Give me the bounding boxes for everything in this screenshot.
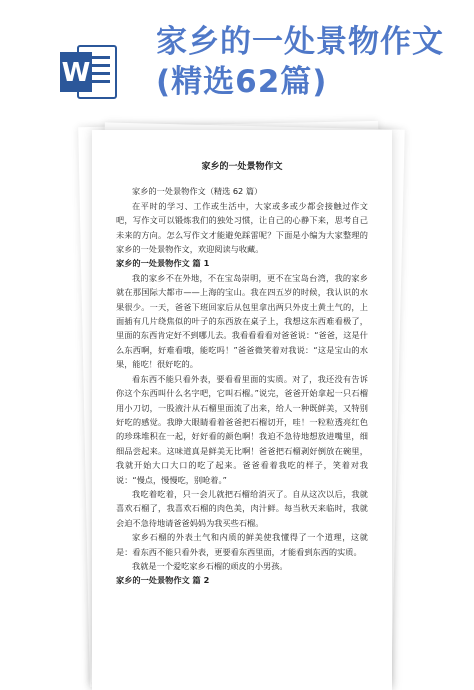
body-paragraph: 家乡石榴的外表土气和内质的鲜美使我懂得了一个道理，这就是：看东西不能只看外表，更要看东西里面，才能看到东西的实质。 [116,532,368,557]
body-paragraph: 我就是一个爱吃家乡石榴的顽皮的小男孩。 [132,560,288,571]
header-banner [0,0,474,110]
word-document-icon [60,42,118,102]
intro-paragraph: 在平时的学习、工作或生活中，大家或多或少都会接触过作文吧，写作文可以锻炼我们的独处习惯，让自己的心静下来，思考自己未来的方向。怎么写作文才能避免踩雷呢？下面是小编为大家整理的家乡的一处景物作文，欢迎阅读与收藏。 [116,200,368,255]
body-paragraph: 我吃着吃着，只一会儿就把石榴给消灭了。自从这次以后，我就喜欢石榴了，我喜欢石榴的肉色美，肉汁鲜。每当秋天来临时，我就会迫不急待地请爸爸妈妈为我买些石榴。 [116,488,368,528]
section-heading-2: 家乡的一处景物作文 篇 2 [116,575,210,586]
body-paragraph: 我的家乡不在外地，不在宝岛崇明，更不在宝岛台湾，我的家乡就在那国际大都市——上海的宝山。我在四五岁的时候，我认识的水果很少。一天，爸爸下班回家后从包里拿出两只外皮土黄土气的，上面插有几片绕焦似的叶子的东西放在桌子上，我想这东西难看极了，里面的东西肯定好不到哪儿去。我看看看看对爸爸说：“爸爸，这是什么东西啊，好难看哦，能吃吗！”爸爸微笑着对我说：“这是宝山的水果，能吃！很好吃的。 [116,272,368,370]
document-title: 家乡的一处景物作文 [201,162,283,172]
body-paragraph: 看东西不能只看外表，要看看里面的实质。对了，我还没有告诉你这个东西叫什么名字吧，它叫石榴。”说完，爸爸开始拿起一只石榴用小刀切，一股液汁从石榴里面流了出来，给人一种既鲜美，又特别好吃的感觉。我睁大眼睛看着爸爸把石榴切开，哇！一粒粒透亮红色的珍珠堆积在一起，好好看的颜色啊！我迫不急待地想放进嘴里，细细品尝起来。这味道真是鲜美无比啊！爸爸把石榴剥好倒放在碗里，我就开始大口大口的吃了起来。爸爸看着我吃的样子，笑着对我说：“慢点，慢慢吃，别呛着。” [116,373,368,485]
section-heading-1: 家乡的一处景物作文 篇 1 [116,258,210,269]
document-page [92,130,392,690]
document-subtitle: 家乡的一处景物作文（精选 62 篇） [132,186,263,197]
document-content [116,160,368,588]
word-icon-letter: W [61,58,91,88]
page-title: 家乡的一处景物作文(精选62篇) [156,24,444,100]
